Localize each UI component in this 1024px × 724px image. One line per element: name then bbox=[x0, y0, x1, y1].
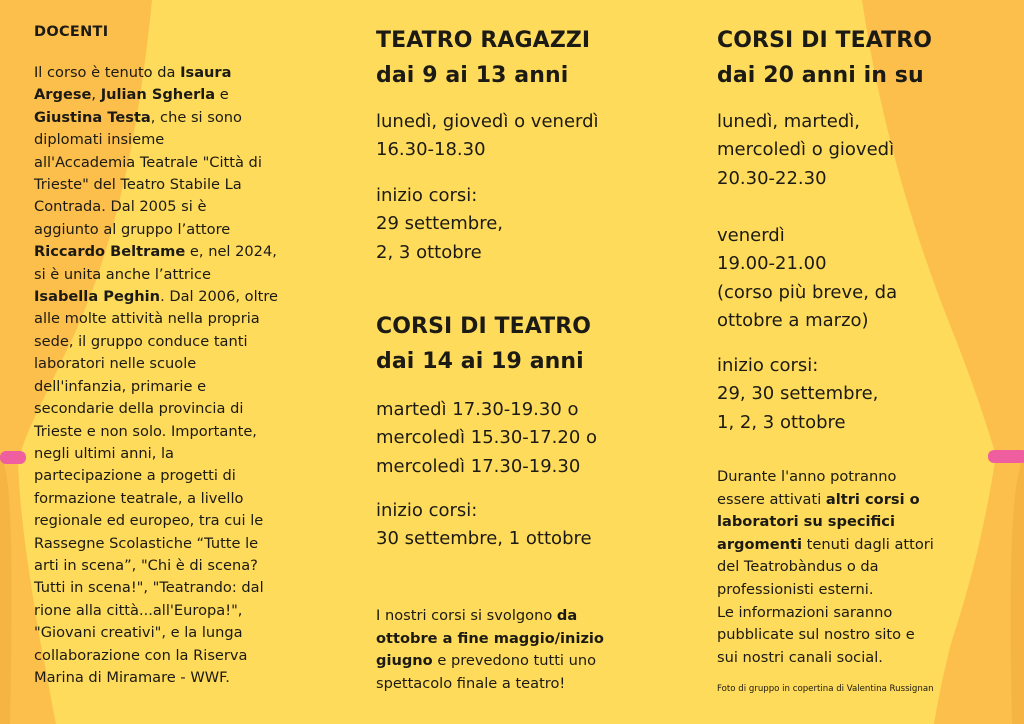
bold-text-run: Julian Sgherla bbox=[100, 86, 216, 104]
text-run: , bbox=[91, 86, 101, 104]
teachers-bio bbox=[34, 62, 334, 689]
bold-text-run: Riccardo Beltrame bbox=[34, 243, 186, 261]
text-run: , che si sono diplomati insieme all'Accademia Teatrale "Città di Trieste" del Teatro Stabile La Contrada. Dal 2005 si è aggiunto al gruppo l’attore bbox=[34, 108, 262, 238]
text-run: tenuti dagli attori del Teatrobàndus o da professionisti esterni. Le informazioni saranno pubblicate sul nostro sito e sui nostri canali social. bbox=[717, 535, 934, 666]
text-run: e, nel 2024, si è unita anche l’attrice bbox=[34, 243, 277, 283]
adult-courses-title: CORSI DI TEATRO dai 20 anni in su bbox=[717, 28, 933, 88]
text-run: e prevedono tutti uno spettacolo finale a teatro! bbox=[376, 652, 597, 692]
bold-text-run: Isabella Peghin bbox=[34, 288, 161, 306]
extra-courses-note bbox=[717, 466, 967, 669]
text-run: Durante l'anno potranno essere attivati bbox=[717, 468, 897, 508]
bold-text-run: Isaura Argese bbox=[34, 64, 232, 104]
adult-courses-schedule-weekdays: lunedì, martedì, mercoledì o giovedì 20.30-22.30 bbox=[717, 111, 895, 189]
text-run: Il corso è tenuto da bbox=[34, 64, 181, 81]
left-tieback bbox=[0, 451, 26, 464]
youth-theatre-start-dates: inizio corsi: 29 settembre, 2, 3 ottobre bbox=[376, 185, 504, 263]
teen-courses-title: CORSI DI TEATRO dai 14 ai 19 anni bbox=[376, 314, 592, 374]
youth-theatre-title: TEATRO RAGAZZI dai 9 ai 13 anni bbox=[376, 28, 591, 88]
teen-courses-schedule: martedì 17.30-19.30 o mercoledì 15.30-17.20 o mercoledì 17.30-19.30 bbox=[376, 399, 598, 477]
bold-text-run: altri corsi o laboratori su specifici argomenti bbox=[717, 490, 920, 553]
courses-period-note bbox=[376, 605, 646, 695]
text-run: I nostri corsi si svolgono bbox=[376, 607, 557, 624]
adult-courses-schedule-friday: venerdì 19.00-21.00 (corso più breve, da ottobre a marzo) bbox=[717, 225, 898, 332]
teachers-column bbox=[34, 24, 334, 689]
bold-text-run: Giustina Testa bbox=[34, 108, 151, 126]
text-run: . Dal 2006, oltre alle molte attività nella propria sede, il gruppo conduce tanti laboratori nelle scuole dell'infanzia, primarie e secondarie della provincia di Trieste e non solo. Importante, negli ultimi anni, la partecipazione a progetti di formazione teatrale, a livello regionale ed europeo, tra cui le Rassegne Scolastiche “Tutte le arti in scena”, "Chi è di scena? Tutti in scena!", "Teatrando: dal rione alla città...all'Europa!", "Giovani creativi", e la lunga collaborazione con la Riserva Marina di Miramare - WWF. bbox=[34, 288, 279, 686]
adult-courses-start-dates: inizio corsi: 29, 30 settembre, 1, 2, 3 ottobre bbox=[717, 355, 879, 433]
youth-theatre-schedule: lunedì, giovedì o venerdì 16.30-18.30 bbox=[376, 111, 599, 161]
teachers-heading: DOCENTI bbox=[34, 24, 109, 40]
text-run: e bbox=[219, 86, 229, 104]
right-tieback bbox=[988, 450, 1024, 463]
teen-courses-start-dates: inizio corsi: 30 settembre, 1 ottobre bbox=[376, 500, 592, 550]
photo-credit: Foto di gruppo in copertina di Valentina Russignan bbox=[717, 684, 934, 694]
bold-text-run: da ottobre a fine maggio/inizio giugno bbox=[376, 607, 604, 670]
